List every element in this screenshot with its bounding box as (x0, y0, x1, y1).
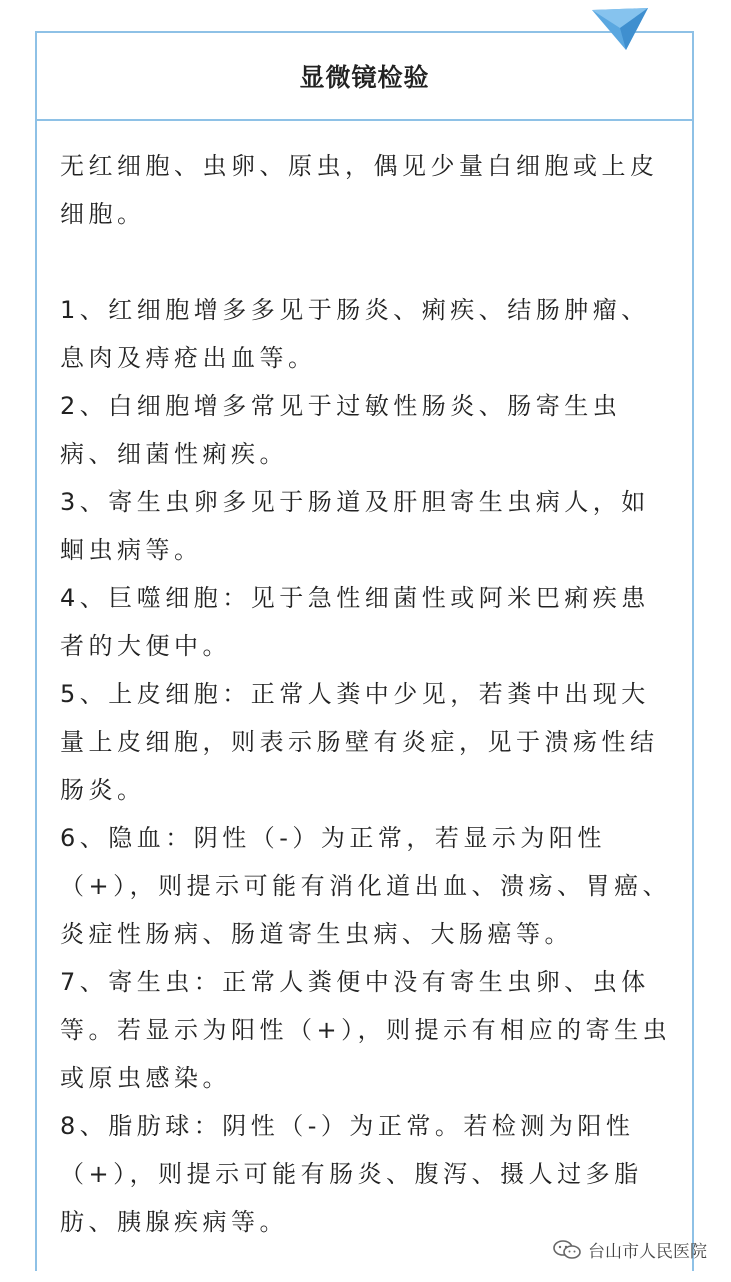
paper-plane-icon (590, 6, 650, 52)
list-item: 5、上皮细胞：正常人粪中少见，若粪中出现大量上皮细胞，则表示肠壁有炎症，见于溃疡性结肠炎。 (60, 680, 659, 804)
page-title: 显微镜检验 (299, 63, 430, 92)
watermark-text: 台山市人民医院 (588, 1242, 707, 1262)
list-item: 8、脂肪球：阴性（-）为正常。若检测为阳性（+），则提示可能有肠炎、腹泻、摄人过多脂肪、胰腺疾病等。 (60, 1112, 643, 1236)
list-item: 4、巨噬细胞：见于急性细菌性或阿米巴痢疾患者的大便中。 (60, 584, 650, 660)
intro-paragraph: 无红细胞、虫卵、原虫，偶见少量白细胞或上皮细胞。 (60, 152, 659, 228)
list-item: 6、隐血：阴性（-）为正常，若显示为阳性（+），则提示可能有消化道出血、溃疡、胃癌、炎症性肠病、肠道寄生虫病、大肠癌等。 (60, 824, 672, 948)
wechat-icon (552, 1239, 582, 1261)
list-item: 3、寄生虫卵多见于肠道及肝胆寄生虫病人，如蛔虫病等。 (60, 488, 650, 564)
list-item: 7、寄生虫：正常人粪便中没有寄生虫卵、虫体等。若显示为阳性（+），则提示有相应的寄生虫或原虫感染。 (60, 968, 672, 1092)
list-item: 2、白细胞增多常见于过敏性肠炎、肠寄生虫病、细菌性痢疾。 (60, 392, 622, 468)
source-watermark (552, 1237, 707, 1262)
article-body (60, 142, 675, 1246)
list-item: 1、红细胞增多多见于肠炎、痢疾、结肠肿瘤、息肉及痔疮出血等。 (60, 296, 650, 372)
paragraph-spacer (60, 238, 675, 286)
